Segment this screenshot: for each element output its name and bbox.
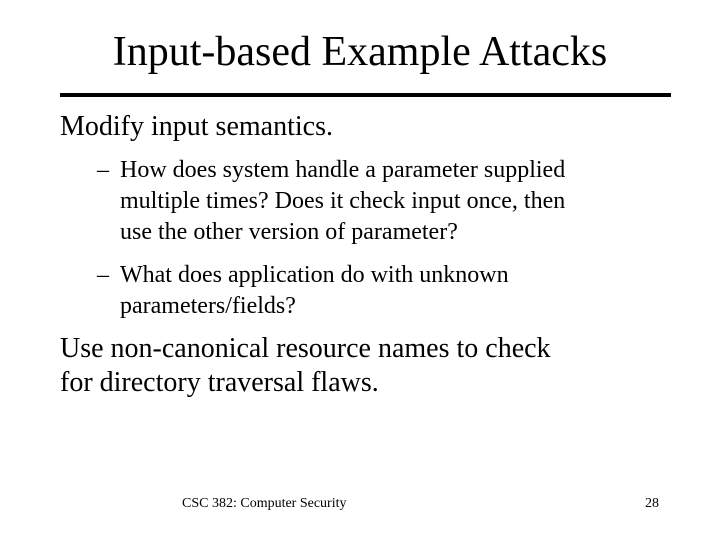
bullet-text-line: Use non-canonical resource names to check <box>60 333 551 364</box>
dash-marker: – <box>97 157 109 183</box>
subbullet-text-line: What does application do with unknown <box>120 262 509 288</box>
subbullet-text-line: use the other version of parameter? <box>120 219 458 245</box>
footer-course-name: CSC 382: Computer Security <box>182 496 347 511</box>
slide-title: Input-based Example Attacks <box>112 29 608 75</box>
bullet-text-line: Modify input semantics. <box>60 111 333 142</box>
dash-marker: – <box>97 262 109 288</box>
subbullet-parameter-supplied-multiple-times <box>97 155 697 248</box>
subbullet-text-line: How does system handle a parameter supplied <box>120 157 566 183</box>
bullet-modify-input-semantics <box>60 110 700 144</box>
bullet-text-line: for directory traversal flaws. <box>60 367 379 398</box>
bullet-non-canonical-resource-names <box>60 332 700 400</box>
subbullet-text-line: parameters/fields? <box>120 293 296 319</box>
title-divider <box>60 93 671 97</box>
subbullet-unknown-parameters <box>97 260 697 322</box>
subbullet-text-line: multiple times? Does it check input once, then <box>120 188 566 214</box>
footer-page-number: 28 <box>645 496 659 511</box>
